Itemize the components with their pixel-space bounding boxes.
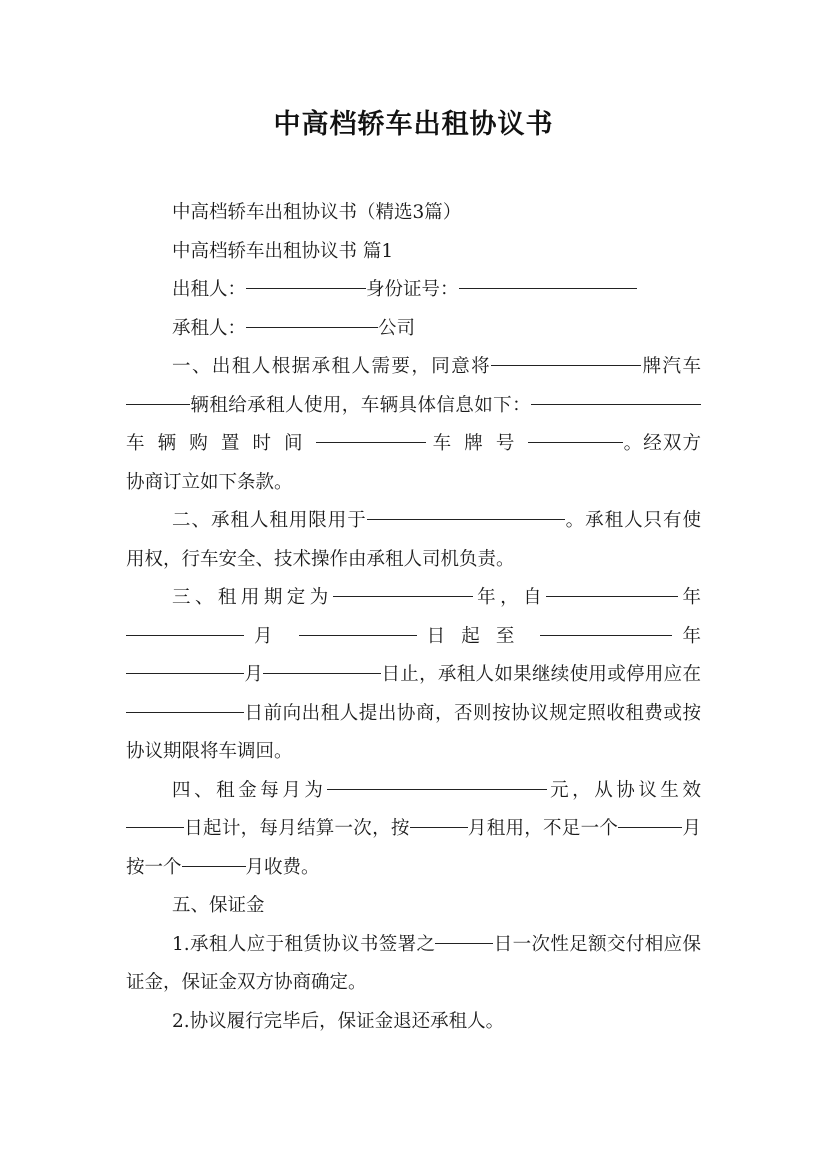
clause-3-text-a: 三、租用期定为 (172, 587, 333, 608)
clause-4-text-f: 月收费。 (245, 856, 320, 878)
deposit-day-blank[interactable] (435, 942, 493, 944)
clause-4-text-d: 月租用，不足一个 (467, 818, 619, 839)
effective-day-blank[interactable] (126, 826, 184, 828)
lessor-blank[interactable] (246, 287, 366, 289)
clause-1-text-d: 辆租给承租人使用，车辆具体信息如下： (190, 394, 531, 416)
clause-4-text-c: 日起计，每月结算一次，按 (184, 818, 410, 839)
vehicle-count-blank[interactable] (126, 403, 190, 405)
clause-1 (126, 348, 701, 502)
clause-3-day-end: 日止，承租人如果继续使用或停用应在 (381, 664, 701, 685)
clause-4-text-b: 元，从协议生效 (546, 779, 701, 801)
lessee-label: 承租人： (172, 317, 247, 339)
clause-2 (126, 502, 701, 579)
clause-1-text-b: 牌 (641, 356, 663, 377)
vehicle-info-blank[interactable] (531, 403, 701, 405)
plate-number-blank[interactable] (528, 441, 623, 443)
lessor-label: 出租人： (172, 279, 247, 300)
clause-5-heading (126, 887, 701, 926)
clause-4-text-a: 四、租金每月为 (172, 779, 327, 801)
clause-3-day-from-to: 日起至 (426, 625, 531, 647)
lessee-line (126, 310, 701, 349)
usage-scope-blank[interactable] (367, 518, 565, 520)
clause-1-text-e: 车辆购置时间 (126, 433, 316, 454)
clause-5-item-2 (126, 1003, 701, 1042)
clause-3-year-2: 年 (678, 587, 701, 608)
clause-4-text-e: 月按一个 (126, 818, 701, 878)
clause-3-month-2: 月 (244, 664, 264, 685)
chapter-text: 中高档轿车出租协议书 篇1 (172, 240, 394, 262)
clause-5-heading-text: 五、保证金 (172, 895, 265, 916)
clause-3-year-1: 年 (472, 587, 501, 608)
plate-brand-blank[interactable] (491, 364, 641, 366)
document-title: 中高档轿车出租协议书 (273, 109, 554, 140)
end-month-blank[interactable] (126, 672, 244, 674)
id-label: 身份证号： (366, 279, 459, 300)
clause-2-text-a: 二、承租人租用限用于 (172, 510, 367, 531)
partial-month-blank[interactable] (618, 826, 682, 828)
clause-1-text-f: 车牌号 (432, 433, 528, 454)
clause-5-item-1 (126, 926, 701, 1003)
end-day-blank[interactable] (263, 672, 381, 674)
clause-4 (126, 772, 701, 888)
end-year-blank[interactable] (540, 634, 672, 636)
term-years-blank[interactable] (333, 595, 473, 597)
start-year-blank[interactable] (546, 595, 678, 597)
clause-3-year-3: 年 (682, 625, 701, 647)
subtitle-line (126, 194, 701, 233)
clause-5-item-1-text-b: 日一次性足额交付相应保证金，保证金双方协商确定。 (126, 933, 701, 993)
purchase-time-blank[interactable] (316, 441, 426, 443)
clause-3 (126, 579, 701, 772)
clause-5-item-1-text-a: 1.承租人应于租赁协议书签署之 (172, 933, 436, 955)
document-body (126, 194, 701, 1041)
start-day-blank[interactable] (299, 634, 417, 636)
clause-3-from: ，自 (500, 587, 547, 608)
clause-5-item-2-text: 2.协议履行完毕后，保证金退还承租人。 (172, 1010, 505, 1032)
charge-month-blank[interactable] (182, 865, 246, 867)
id-blank[interactable] (459, 287, 637, 289)
clause-3-month-1: 月 (254, 625, 289, 647)
chapter-line (126, 233, 701, 272)
rental-months-blank[interactable] (410, 826, 468, 828)
lessor-line (126, 271, 701, 310)
clause-3-rest: 日前向出租人提出协商，否则按协议规定照收租费或按协议期限将车调回。 (126, 702, 701, 762)
start-month-blank[interactable] (126, 634, 244, 636)
clause-1-text-c: 汽车 (662, 356, 701, 377)
lessee-suffix: 公司 (378, 317, 416, 339)
subtitle-text: 中高档轿车出租协议书（精选3篇） (172, 202, 462, 223)
notice-days-blank[interactable] (126, 711, 244, 713)
clause-1-text-a: 一、出租人根据承租人需要，同意将 (172, 356, 492, 377)
monthly-rent-blank[interactable] (327, 788, 547, 790)
lessee-blank[interactable] (246, 326, 378, 328)
clause-1-text-g: 。经双方协商订立如下条款。 (126, 433, 701, 493)
clause-2-text-b: 。承租人只有使用权，行车安全、技术操作由承租人司机负责。 (126, 510, 701, 570)
